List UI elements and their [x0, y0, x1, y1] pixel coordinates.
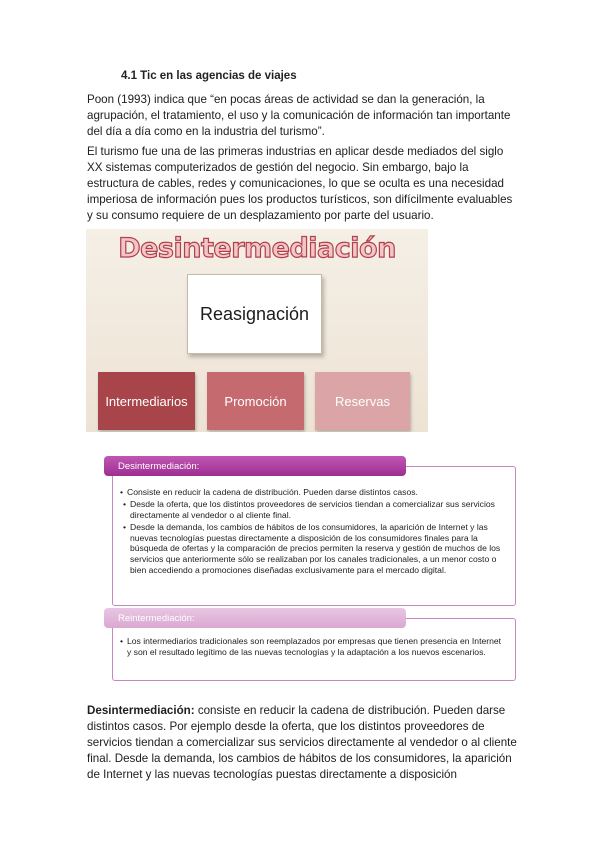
- desintermediacion-main-list: [120, 487, 510, 500]
- paragraph-turismo: El turismo fue una de las primeras industrias en aplicar desde mediados del siglo XX sistemas computerizados de gestión del negocio. Sin embargo, bajo la estructura de cables, redes y comunicaciones, lo que se oculta es una necesidad imperiosa de información pues los productos turísticos, son difícilmente evaluables y su consumo requiere de un desplazamiento por parte del usuario.: [87, 145, 513, 222]
- term-bold: Desintermediación:: [87, 704, 195, 717]
- paragraph-desintermediacion: [87, 703, 519, 783]
- term-definition: consiste en reducir la cadena de distribución. Pueden darse distintos casos. Por ejemplo desde la oferta, que los distintos proveedores de servicios tiendan a comercializar sus servicios directamente al vendedor o al cliente final. Desde la demanda, los cambios de hábitos de los consumidores, la aparición de Internet y las nuevas tecnologías puestas directamente a disposición: [87, 704, 517, 781]
- list-item: • Desde la oferta, que los distintos proveedores de servicios tiendan a comercializar sus servicios directamente al vendedor o al cliente final.: [123, 499, 501, 520]
- paragraph-poon: Poon (1993) indica que “en pocas áreas de actividad se dan la generación, la agrupación, el tratamiento, el uso y la comunicación de información tan importante del día a día como en la industria del turismo”.: [87, 93, 511, 138]
- list-item: • Desde la demanda, los cambios de hábitos de los consumidores, la aparición de Internet y las nuevas tecnologías puestas directamente a disposición de los consumidores finales para la búsqueda de ofertas y la comparación de precios permiten la reserva y gestión de muchos de los servicios que anteriormente sólo se realizaban por los canales tradicionales, a un menor costo o bien accediendo a promociones diseñadas exclusivamente para el mercado digital.: [123, 522, 501, 575]
- desintermediacion-sub-list: [123, 499, 501, 577]
- reintermediacion-list: [120, 636, 506, 659]
- desintermediacion-diagram: [86, 229, 428, 432]
- list-item: • Consiste en reducir la cadena de distribución. Pueden darse distintos casos.: [120, 487, 510, 498]
- section-heading: 4.1 Tic en las agencias de viajes: [121, 70, 297, 82]
- reintermediacion-tab: Reintermediación:: [104, 608, 406, 628]
- diagram-center-box: Reasignación: [187, 274, 322, 354]
- diagram-title: Desintermediación: [118, 233, 396, 264]
- diagram-child-promocion: Promoción: [207, 372, 304, 430]
- desintermediacion-tab: Desintermediación:: [104, 456, 406, 476]
- list-item: • Los intermediarios tradicionales son reemplazados por empresas que tienen presencia en Internet y son el resultado legítimo de las nuevas tecnologías y la adaptación a los nuevos escenarios.: [120, 636, 506, 657]
- diagram-child-reservas: Reservas: [315, 372, 410, 430]
- diagram-child-intermediarios: Intermediarios: [98, 372, 195, 430]
